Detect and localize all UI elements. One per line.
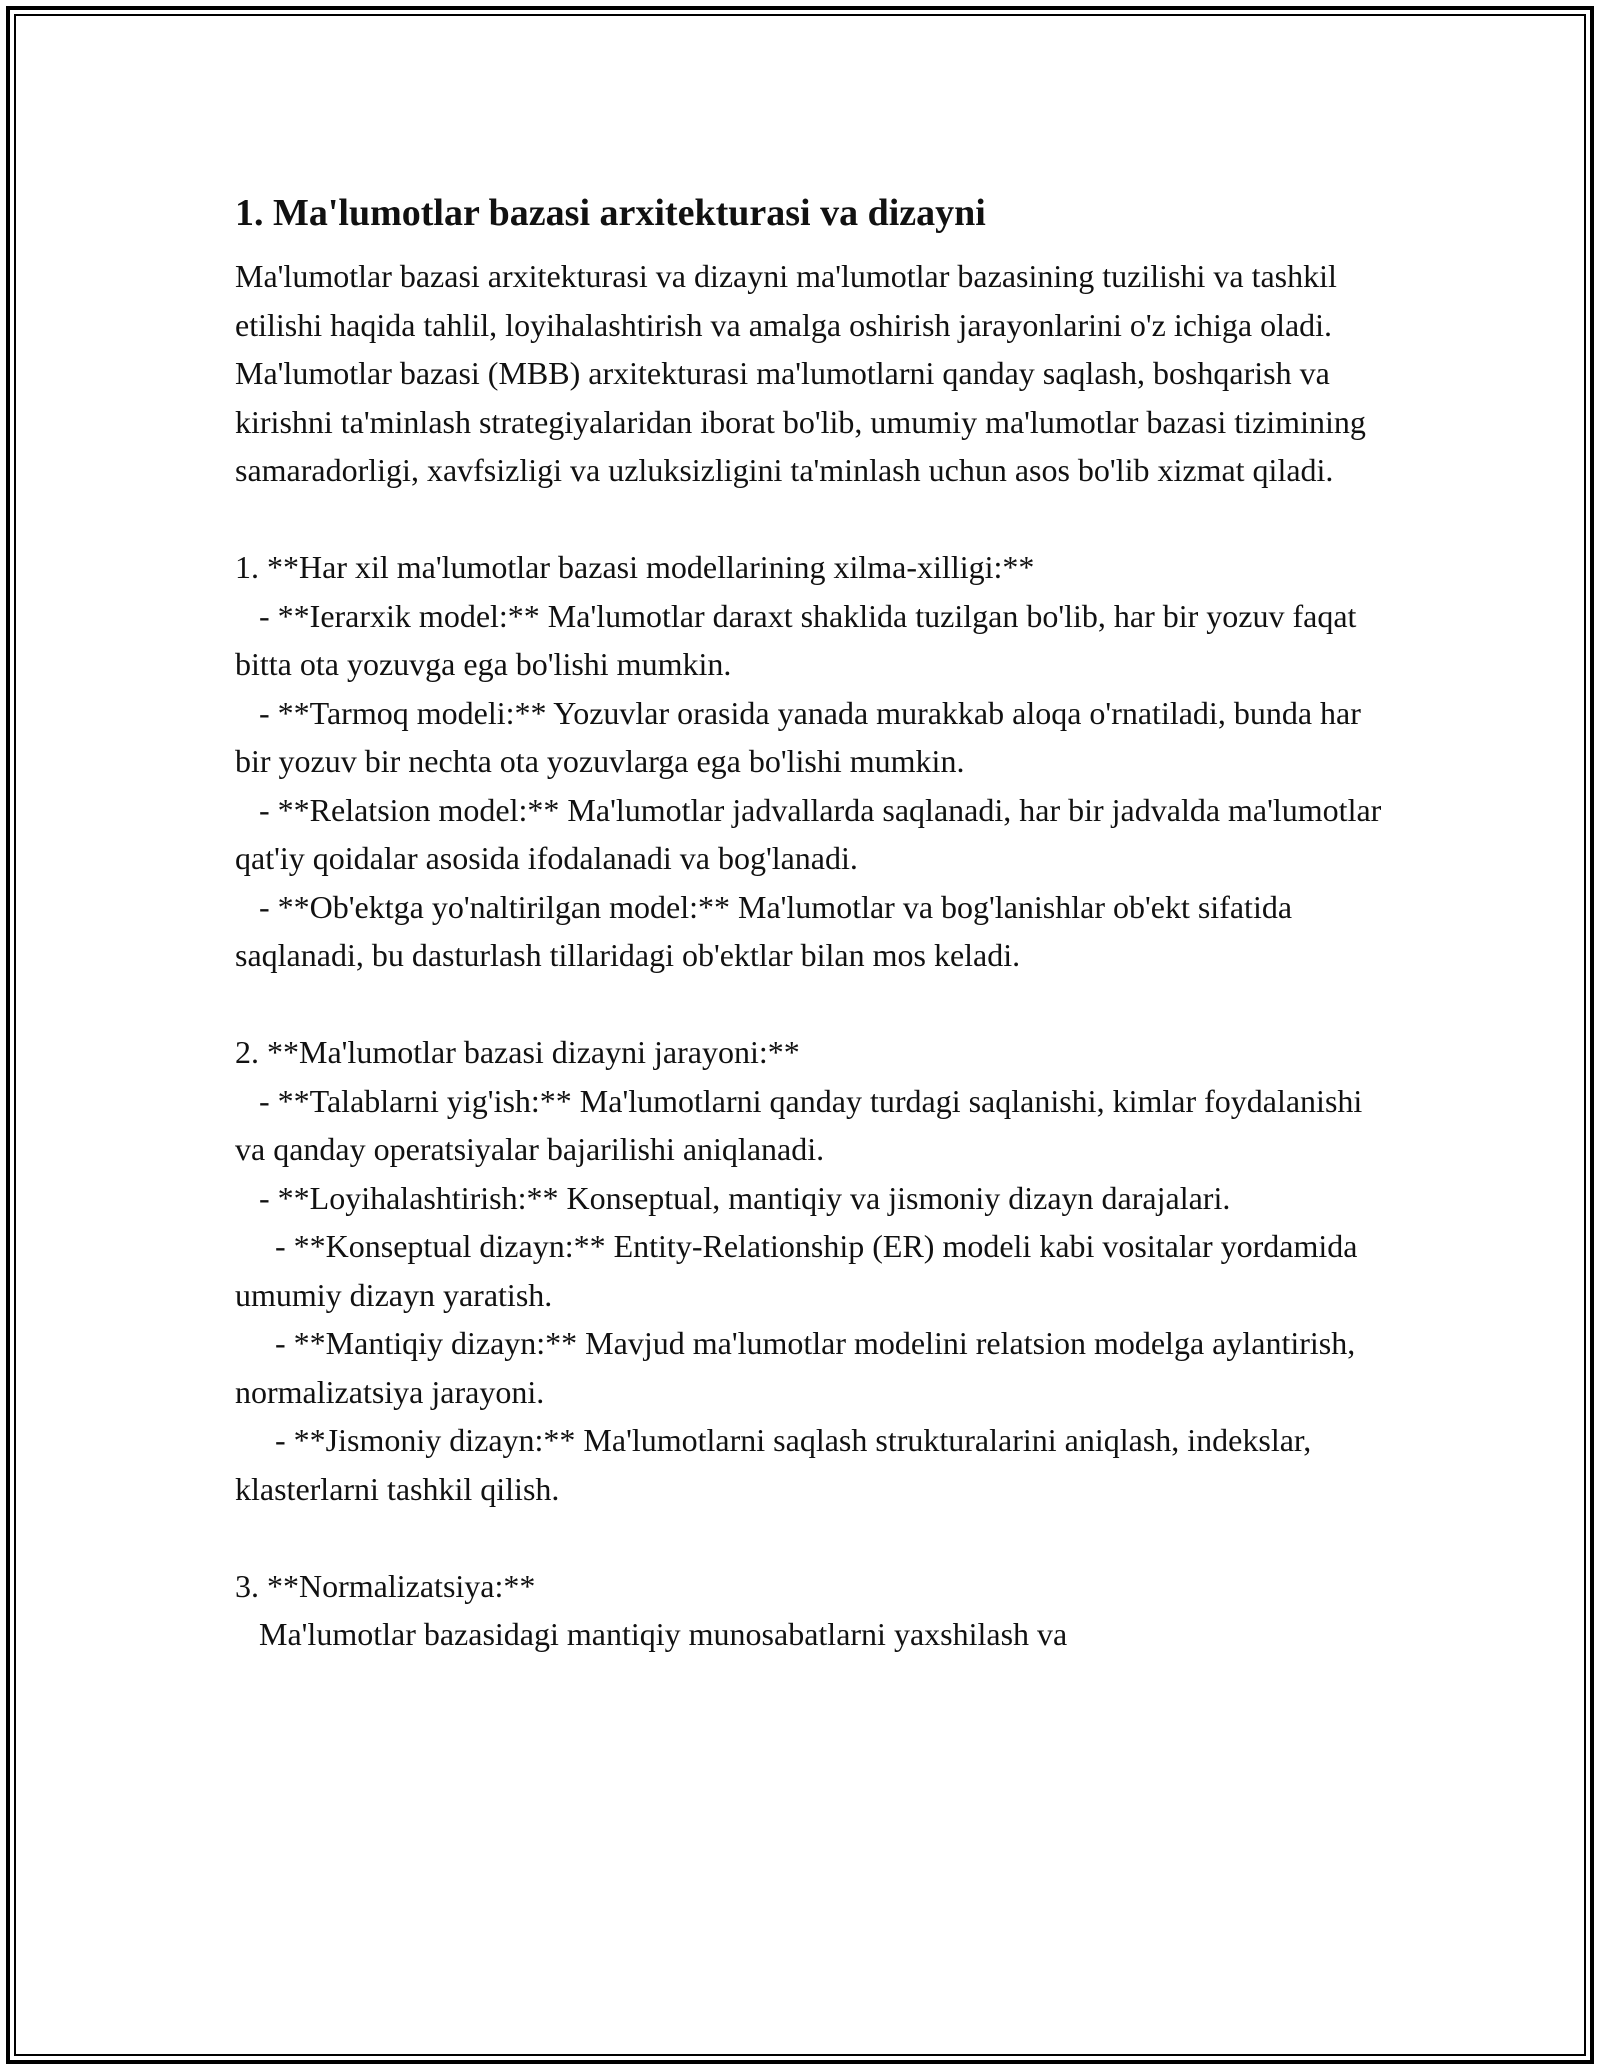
list-item: - **Talablarni yig'ish:** Ma'lumotlarni qanday turdagi saqlanishi, kimlar foydalanishi va qanday operatsiyalar bajarilishi aniqlanadi. [235, 1082, 1371, 1167]
section-design-process [235, 1028, 1385, 1513]
document-body [235, 180, 1390, 1659]
section-heading: 3. **Normalizatsiya:** [235, 1567, 536, 1604]
list-item: - **Ierarxik model:** Ma'lumotlar daraxt shaklida tuzilgan bo'lib, har bir yozuv faqat bitta ota yozuvga ega bo'lishi mumkin. [235, 597, 1365, 682]
spacer [235, 980, 1385, 1029]
list-item: - **Loyihalashtirish:** Konseptual, mantiqiy va jismoniy dizayn darajalari. [235, 1179, 1231, 1216]
spacer [235, 495, 1385, 544]
list-item: - **Mantiqiy dizayn:** Mavjud ma'lumotlar modelini relatsion modelga aylantirish, normalizatsiya jarayoni. [235, 1325, 1364, 1410]
intro-paragraph: Ma'lumotlar bazasi arxitekturasi va dizayni ma'lumotlar bazasining tuzilishi va tashkil etilishi haqida tahlil, loyihalashtirish va amalga oshirish jarayonlarini o'z ichiga oladi. Ma'lumotlar bazasi (MBB) arxitekturasi ma'lumotlarni qanday saqlash, boshqarish va kirishni ta'minlash strategiyalaridan iborat bo'lib, umumiy ma'lumotlar bazasi tizimining samaradorligi, xavfsizligi va uzluksizligini ta'minlash uchun asos bo'lib xizmat qiladi. [235, 258, 1374, 488]
list-item: - **Konseptual dizayn:** Entity-Relationship (ER) modeli kabi vositalar yordamida umumiy dizayn yaratish. [235, 1228, 1366, 1313]
list-item: Ma'lumotlar bazasidagi mantiqiy munosabatlarni yaxshilash va [235, 1616, 1068, 1652]
list-item: - **Jismoniy dizayn:** Ma'lumotlarni saqlash strukturalarini aniqlash, indekslar, klasterlarni tashkil qilish. [235, 1422, 1320, 1507]
section-heading: 2. **Ma'lumotlar bazasi dizayni jarayoni:** [235, 1034, 800, 1070]
list-item: - **Relatsion model:** Ma'lumotlar jadvallarda saqlanadi, har bir jadvalda ma'lumotlar qat'iy qoidalar asosida ifodalanadi va bog'lanadi. [235, 791, 1390, 876]
list-item: - **Ob'ektga yo'naltirilgan model:** Ma'lumotlar va bog'lanishlar ob'ekt sifatida saqlanadi, bu dasturlash tillaridagi ob'ektlar bilan mos keladi. [235, 888, 1301, 973]
document-title: 1. Ma'lumotlar bazasi arxitekturasi va dizayni [235, 192, 986, 234]
section-normalization [235, 1562, 1385, 1659]
section-heading: 1. **Har xil ma'lumotlar bazasi modellarining xilma-xilligi:** [235, 549, 1035, 585]
list-item: - **Tarmoq modeli:** Yozuvlar orasida yanada murakkab aloqa o'rnatiladi, bunda har bir yozuv bir nechta ota yozuvlarga ega bo'lishi mumkin. [235, 694, 1369, 779]
spacer [235, 1513, 1385, 1562]
section-models [235, 543, 1390, 980]
